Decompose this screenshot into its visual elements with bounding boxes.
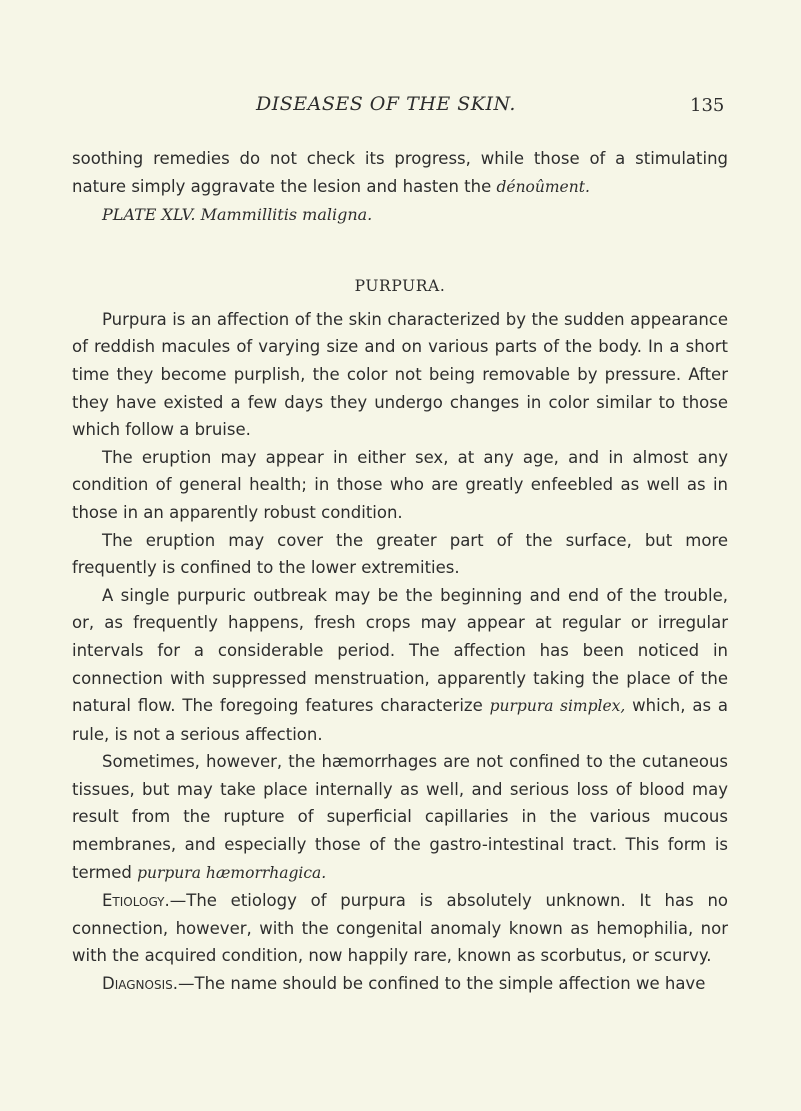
paragraph-text: A single purpuric outbreak may be the beginning and end of the trouble, or, as frequently happens, fresh crops may appear at regular or irregular intervals for a considerable period. The affection has been noticed in connection with suppressed menstruation, apparently taking the place of the natural flow. The foregoing features characterize [72, 585, 728, 716]
plate-label: PLATE XLV. [102, 205, 196, 225]
paragraph-text: soothing remedies do not check its progress, while those of a stimulating nature simply aggravate the lesion and hasten the [72, 149, 728, 196]
section-heading: PURPURA. [354, 277, 446, 296]
paragraph-continuation [72, 145, 728, 201]
italic-term: dénoûment. [496, 177, 590, 196]
paragraph-text: —The etiology of purpura is absolutely unknown. It has no connection, however, with the congenital anomaly known as hemophilia, nor with the acquired condition, now happily rare, known as scorbutus, or scurvy. [72, 891, 728, 966]
plate-caption [72, 201, 728, 228]
italic-term: purpura simplex, [489, 697, 626, 716]
body-text [72, 145, 728, 998]
paragraph: Purpura is an affection of the skin characterized by the sudden appearance of reddish macules of varying size and on various parts of the body. In a short time they become purplish, the color not being removable by pressure. After they have existed a few days they undergo changes in color similar to those which follow a bruise. [72, 309, 728, 440]
paragraph-text: which, as a rule, is not a serious affection. [72, 696, 728, 744]
running-head [0, 93, 801, 123]
subsection-lead: Diagnosis. [102, 974, 178, 994]
running-title: DISEASES OF THE SKIN. [256, 93, 516, 115]
paragraph [72, 970, 728, 998]
paragraph: The eruption may cover the greater part of the surface, but more frequently is confined to the lower extremities. [72, 530, 728, 578]
paragraph-text: —The name should be confined to the simple affection we have [177, 974, 706, 994]
subsection-lead: Etiology. [102, 891, 170, 911]
paragraph [72, 887, 728, 970]
paragraph [72, 748, 728, 887]
paragraph-text: Sometimes, however, the hæmorrhages are not confined to the cutaneous tissues, but may take place internally as well, and serious loss of blood may result from the rupture of superficial capillaries in the various mucous membranes, and especially those of the gastro-intestinal tract. This form is termed [72, 752, 728, 882]
page-number: 135 [690, 95, 725, 116]
plate-title: Mammillitis maligna. [200, 205, 373, 225]
paragraph: The eruption may appear in either sex, at any age, and in almost any condition of general health; in those who are greatly enfeebled as well as in those in an apparently robust condition. [72, 447, 728, 522]
italic-term: purpura hæmorrhagica. [137, 863, 327, 882]
paragraph [72, 582, 728, 749]
